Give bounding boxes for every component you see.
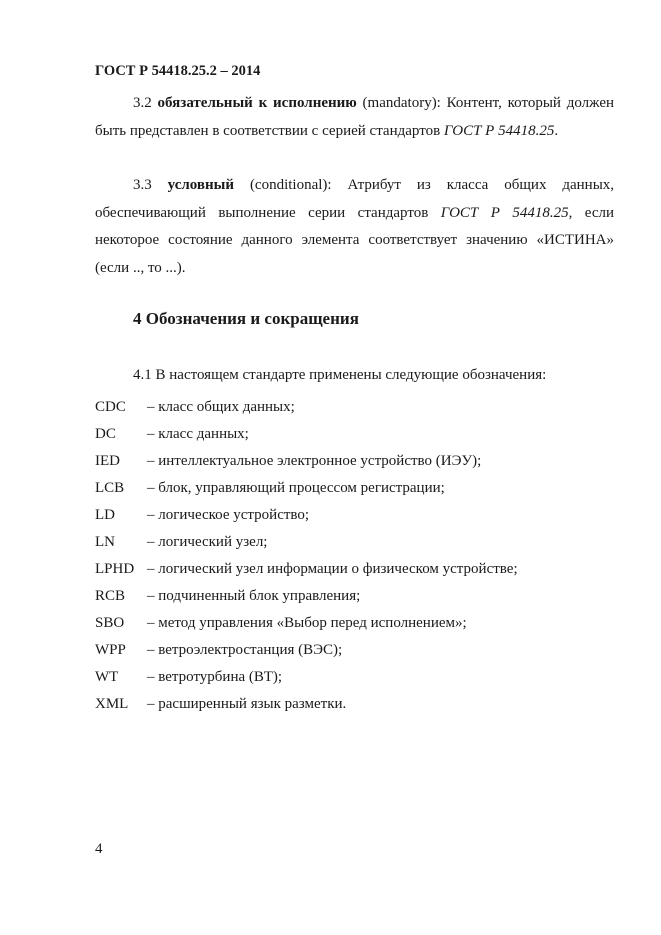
document-header: ГОСТ Р 54418.25.2 – 2014 [95, 63, 261, 79]
abbreviation-code: LD [95, 507, 115, 523]
list-item [95, 475, 518, 502]
abbreviation-code: LPHD [95, 561, 135, 577]
abbreviation-code: WPP [95, 642, 126, 658]
definition-number: 3.2 [133, 95, 152, 111]
definition-text-end: . [554, 122, 559, 139]
list-item [95, 610, 518, 637]
abbreviation-code: LN [95, 534, 115, 550]
abbreviation-code: LCB [95, 480, 125, 496]
definition-text: Атрибут из класса общих данных, обеспечивающий выполнение серии стандартов [95, 177, 615, 221]
abbreviation-code: RCB [95, 588, 126, 604]
list-item [95, 583, 518, 610]
abbreviation-meaning: – подчиненный блок управления; [147, 588, 361, 604]
abbreviation-code: WT [95, 669, 119, 685]
abbreviation-meaning: – класс данных; [147, 426, 249, 442]
abbreviation-meaning: – логический узел информации о физическом устройстве; [147, 561, 518, 577]
abbreviation-code: IED [95, 453, 120, 469]
abbreviation-meaning: – интеллектуальное электронное устройство (ИЭУ); [147, 453, 482, 469]
list-item [95, 448, 518, 475]
abbreviation-code: SBO [95, 615, 125, 631]
definition-term: обязательный к исполнению [157, 95, 357, 111]
definition-english: (conditional): [249, 177, 332, 193]
standard-reference: ГОСТ Р 54418.25 [440, 204, 569, 221]
list-item [95, 502, 518, 529]
definition-3-3 [95, 172, 614, 282]
section-title: 4 Обозначения и сокращения [133, 309, 359, 328]
definition-number: 3.3 [133, 177, 152, 193]
list-item [95, 664, 518, 691]
abbreviation-meaning: – ветротурбина (ВТ); [147, 669, 283, 685]
abbreviation-meaning: – блок, управляющий процессом регистрации; [147, 480, 445, 496]
standard-reference: ГОСТ Р 54418.25 [443, 122, 555, 139]
list-item [95, 421, 518, 448]
definition-text-end: , если некоторое состояние данного элемента соответствует значению «ИСТИНА» (если .., то ...). [95, 204, 615, 276]
abbreviation-meaning: – класс общих данных; [147, 399, 295, 415]
list-item [95, 691, 518, 718]
section-intro: 4.1 В настоящем стандарте применены следующие обозначения: [133, 367, 547, 383]
abbreviation-meaning: – логический узел; [147, 534, 268, 550]
abbreviation-code: XML [95, 696, 129, 712]
definition-term: условный [167, 177, 235, 193]
abbreviation-meaning: – логическое устройство; [147, 507, 310, 523]
list-item [95, 529, 518, 556]
abbreviation-meaning: – ветроэлектростанция (ВЭС); [147, 642, 343, 658]
definition-3-2 [95, 90, 614, 145]
abbreviation-code: CDC [95, 399, 126, 415]
abbreviation-meaning: – расширенный язык разметки. [147, 696, 347, 712]
list-item [95, 556, 518, 583]
list-item [95, 394, 518, 421]
definition-english: (mandatory): [362, 95, 441, 111]
abbreviation-list [95, 394, 518, 718]
definition-text: Контент, который должен быть представлен в соответствии с серией стандартов [95, 95, 615, 139]
list-item [95, 637, 518, 664]
page-number: 4 [95, 841, 103, 857]
abbreviation-meaning: – метод управления «Выбор перед исполнением»; [147, 615, 467, 631]
abbreviation-code: DC [95, 426, 116, 442]
